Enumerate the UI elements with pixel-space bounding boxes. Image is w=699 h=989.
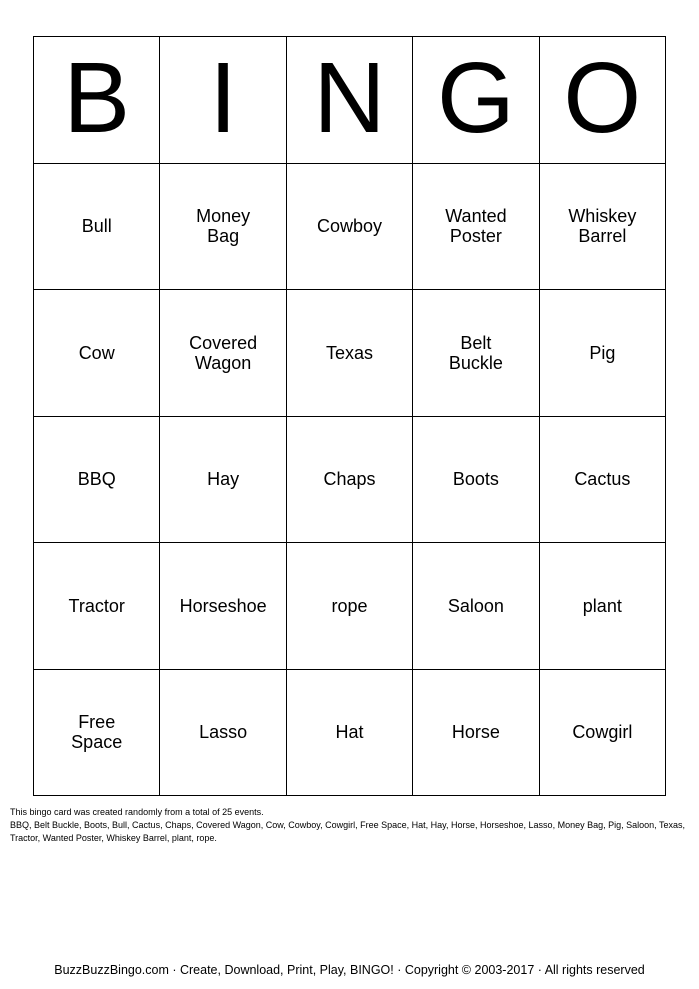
bingo-cell: Belt Buckle: [413, 290, 539, 417]
header-letter-b: B: [34, 37, 160, 164]
note-summary: This bingo card was created randomly from a total of 25 events.: [10, 807, 264, 817]
bingo-cell-free-space: Free Space: [34, 670, 160, 797]
bingo-cell: Wanted Poster: [413, 164, 539, 291]
bingo-cell: Pig: [540, 290, 666, 417]
bingo-cell: Texas: [287, 290, 413, 417]
bingo-cell: Lasso: [160, 670, 286, 797]
card-row-1: [34, 164, 666, 291]
bingo-cell: Hay: [160, 417, 286, 544]
bingo-cell: Covered Wagon: [160, 290, 286, 417]
header-row: [34, 37, 666, 164]
header-letter-n: N: [287, 37, 413, 164]
card-row-4: [34, 543, 666, 670]
bingo-cell: Cactus: [540, 417, 666, 544]
bingo-cell: Money Bag: [160, 164, 286, 291]
card-row-2: [34, 290, 666, 417]
header-letter-o: O: [540, 37, 666, 164]
header-letter-g: G: [413, 37, 539, 164]
bingo-cell: Cowboy: [287, 164, 413, 291]
bingo-cell: Cow: [34, 290, 160, 417]
bingo-cell: Whiskey Barrel: [540, 164, 666, 291]
bingo-cell: Boots: [413, 417, 539, 544]
bingo-cell: Bull: [34, 164, 160, 291]
bingo-cell: Horse: [413, 670, 539, 797]
card-row-3: [34, 417, 666, 544]
note-event-list: BBQ, Belt Buckle, Boots, Bull, Cactus, Chaps, Covered Wagon, Cow, Cowboy, Cowgirl, Free Space, Hat, Hay, Horse, Horseshoe, Lasso, Money Bag, Pig, Saloon, Texas, Tractor, Wanted Poster, Whiskey Barrel, plant, rope.: [10, 820, 685, 843]
header-letter-i: I: [160, 37, 286, 164]
bingo-cell: plant: [540, 543, 666, 670]
page-footer: BuzzBuzzBingo.com · Create, Download, Print, Play, BINGO! · Copyright © 2003-2017 · All rights reserved: [54, 963, 645, 977]
card-row-5: [34, 670, 666, 797]
bingo-cell: rope: [287, 543, 413, 670]
card-generation-note: [10, 806, 694, 845]
bingo-cell: Cowgirl: [540, 670, 666, 797]
bingo-cell: BBQ: [34, 417, 160, 544]
bingo-cell: Chaps: [287, 417, 413, 544]
bingo-card: [33, 36, 666, 796]
bingo-cell: Saloon: [413, 543, 539, 670]
bingo-cell: Tractor: [34, 543, 160, 670]
bingo-cell: Horseshoe: [160, 543, 286, 670]
bingo-cell: Hat: [287, 670, 413, 797]
